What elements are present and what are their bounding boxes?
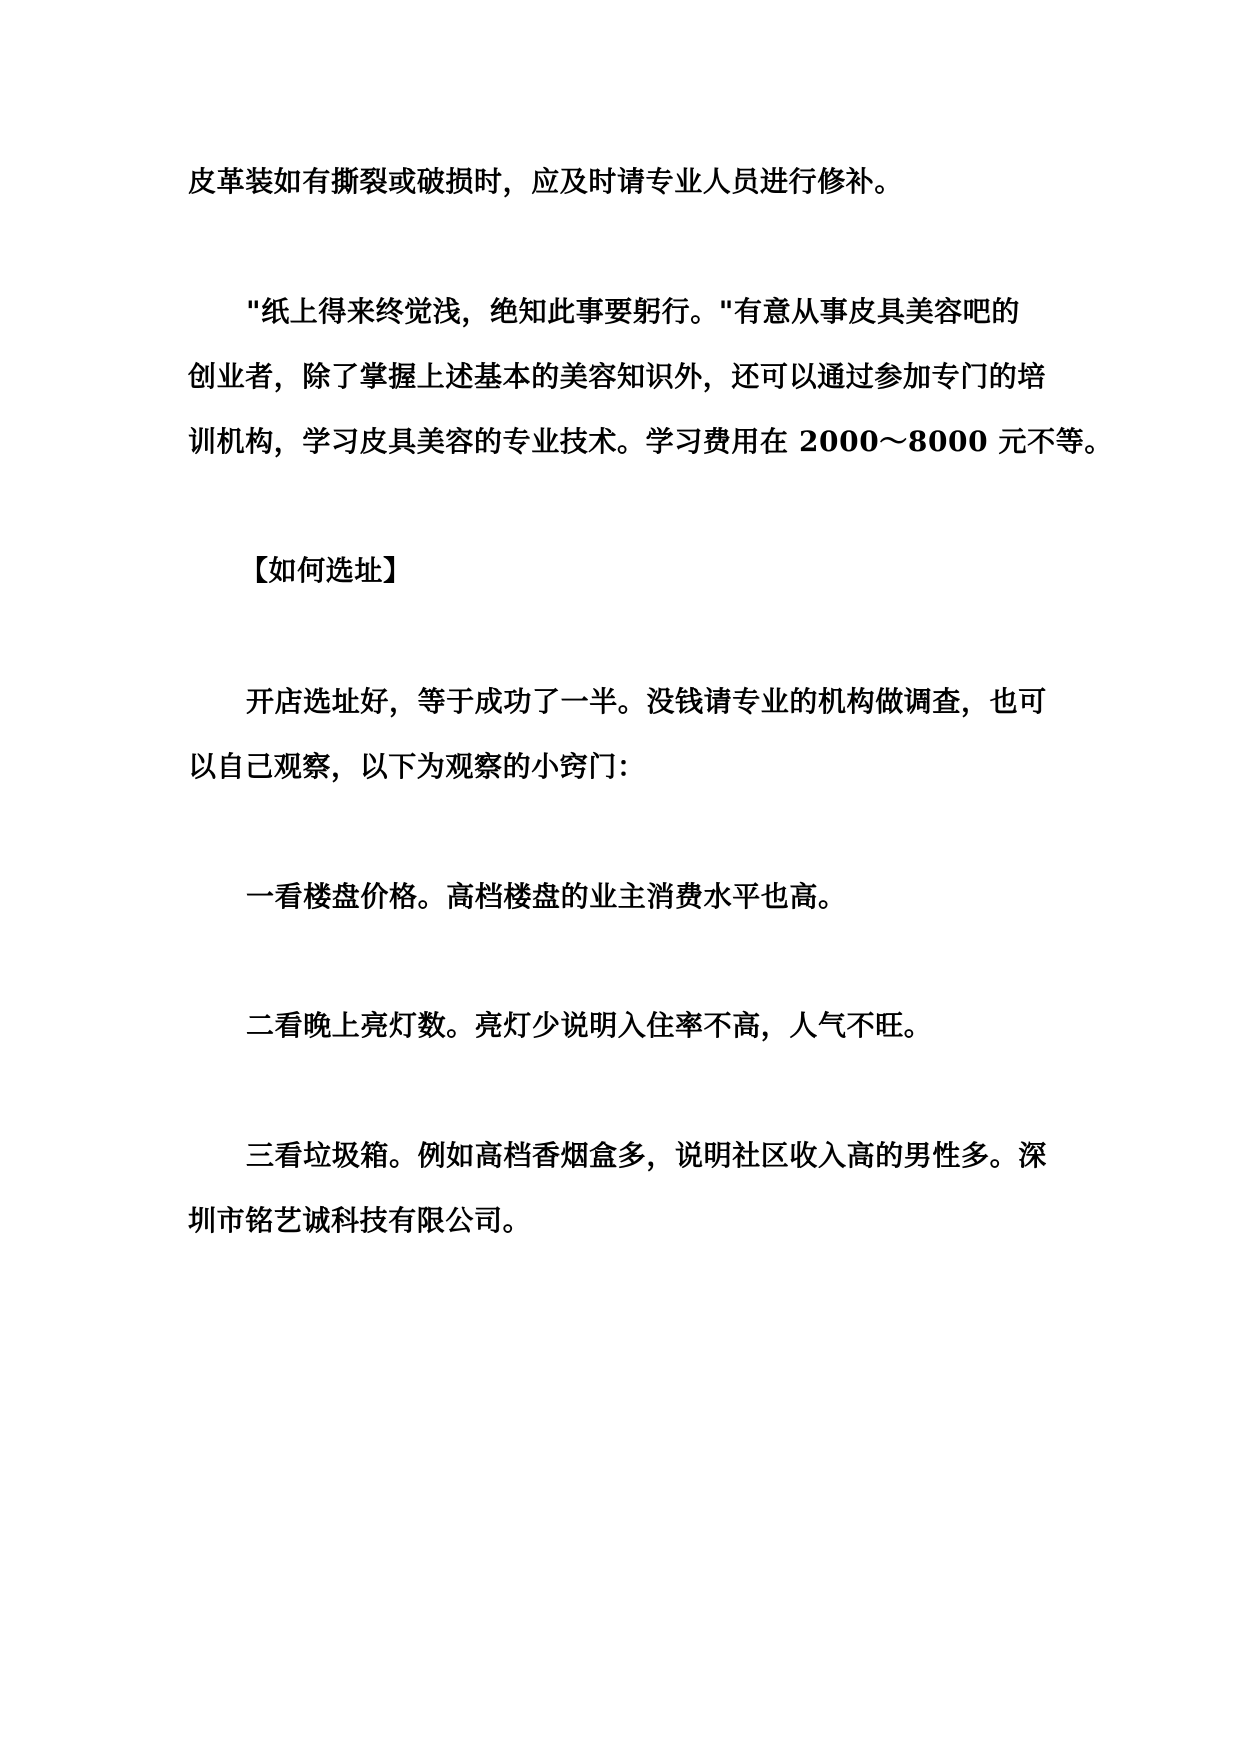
paragraph-4-line-1: 一看楼盘价格。高档楼盘的业主消费水平也高。 bbox=[246, 880, 847, 913]
paragraph-2-line-1: "纸上得来终觉浅，绝知此事要躬行。"有意从事皮具美容吧的 bbox=[246, 295, 1020, 328]
paragraph-1-line-1: 皮革装如有撕裂或破损时，应及时请专业人员进行修补。 bbox=[188, 165, 904, 198]
paragraph-3-line-2: 以自己观察，以下为观察的小窍门： bbox=[188, 750, 646, 783]
section-heading: 【如何选址】 bbox=[240, 554, 412, 587]
paragraph-3-line-1: 开店选址好，等于成功了一半。没钱请专业的机构做调查，也可 bbox=[246, 685, 1047, 718]
paragraph-6-line-1: 三看垃圾箱。例如高档香烟盒多，说明社区收入高的男性多。深 bbox=[246, 1139, 1047, 1172]
paragraph-5-line-1: 二看晚上亮灯数。亮灯少说明入住率不高，人气不旺。 bbox=[246, 1009, 933, 1042]
paragraph-2-line-2: 创业者，除了掌握上述基本的美容知识外，还可以通过参加专门的培 bbox=[188, 360, 1047, 393]
paragraph-6-line-2: 圳市铭艺诚科技有限公司。 bbox=[188, 1204, 532, 1237]
paragraph-2-line-3: 训机构，学习皮具美容的专业技术。学习费用在 2000～8000 元不等。 bbox=[188, 425, 1113, 458]
